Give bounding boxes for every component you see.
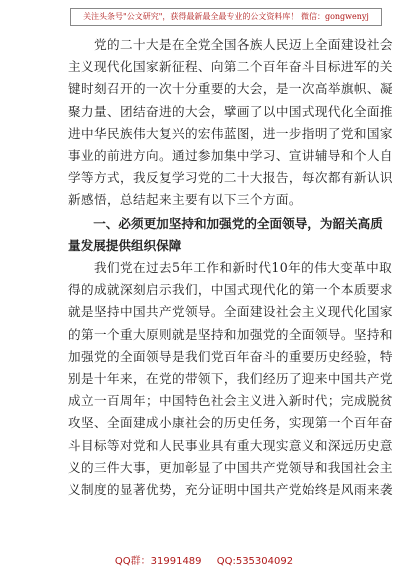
- text-line: 就是坚持中国共产党领导。全面建设社会主义现代化国家: [68, 304, 393, 320]
- heading-line: 一、必须更加坚持和加强党的全面领导，为韶关高质: [68, 215, 383, 231]
- qq-number-text: QQ:535304092: [216, 556, 294, 567]
- section-heading: [68, 213, 383, 257]
- text-line: 成立一百周年；中国特色社会主义进入新时代；完成脱贫: [68, 393, 393, 409]
- text-line: 学等方式，我反复学习党的二十大报告，每次都有新认识: [68, 170, 393, 186]
- text-line: 党的二十大是在全党全国各族人民迈上全面建设社会: [68, 37, 393, 52]
- text-line: 进中华民族伟大复兴的宏伟蓝图，进一步指明了党和国家: [68, 125, 393, 141]
- text-line: 攻坚、全面建成小康社会的历史任务，实现第一个百年奋: [68, 415, 393, 431]
- text-line: 聚力量、团结奋进的大会，擘画了以中国式现代化全面推: [68, 103, 393, 119]
- text-line: 义制度的显著优势，充分证明中国共产党始终是风雨来袭: [68, 482, 393, 498]
- intro-paragraph: [68, 34, 393, 212]
- text-line: 主义现代化国家新征程、向第二个百年奋斗目标进军的关: [68, 59, 393, 75]
- text-line: 键时刻召开的一次十分重要的大会，是一次高举旗帜、凝: [68, 81, 393, 97]
- text-line: 得的成就深刻启示我们，中国式现代化的第一个本质要求: [68, 282, 393, 298]
- text-line: 别是十年来，在党的带领下，我们经历了迎来中国共产党: [68, 371, 393, 387]
- text-line: 义的三件大事，更加彰显了中国共产党领导和我国社会主: [68, 459, 393, 475]
- footer-contact: [0, 552, 408, 567]
- document-body: [68, 34, 393, 501]
- text-line: 我们党在过去5年工作和新时代10年的伟大变革中取: [68, 260, 393, 276]
- top-notice-banner: 关注头条号"公文研究"，获得最新最全最专业的公文资料库！ 微信：gongwenyj: [70, 8, 382, 26]
- heading-line: 量发展提供组织保障: [68, 237, 182, 253]
- text-line: 加强党的全面领导是我们党百年奋斗的重要历史经验，特: [68, 348, 393, 364]
- text-line: 事业的前进方向。通过参加集中学习、宣讲辅导和个人自: [68, 148, 393, 164]
- qq-group-text: QQ群：31991489: [114, 556, 202, 567]
- section-paragraph: [68, 257, 393, 501]
- text-line: 的第一个重大原则就是坚持和加强党的全面领导。坚持和: [68, 326, 393, 342]
- text-line: 斗目标等对党和人民事业具有重大现实意义和深远历史意: [68, 437, 393, 453]
- text-line: 新感悟，总结起来主要有以下三个方面。: [68, 192, 302, 208]
